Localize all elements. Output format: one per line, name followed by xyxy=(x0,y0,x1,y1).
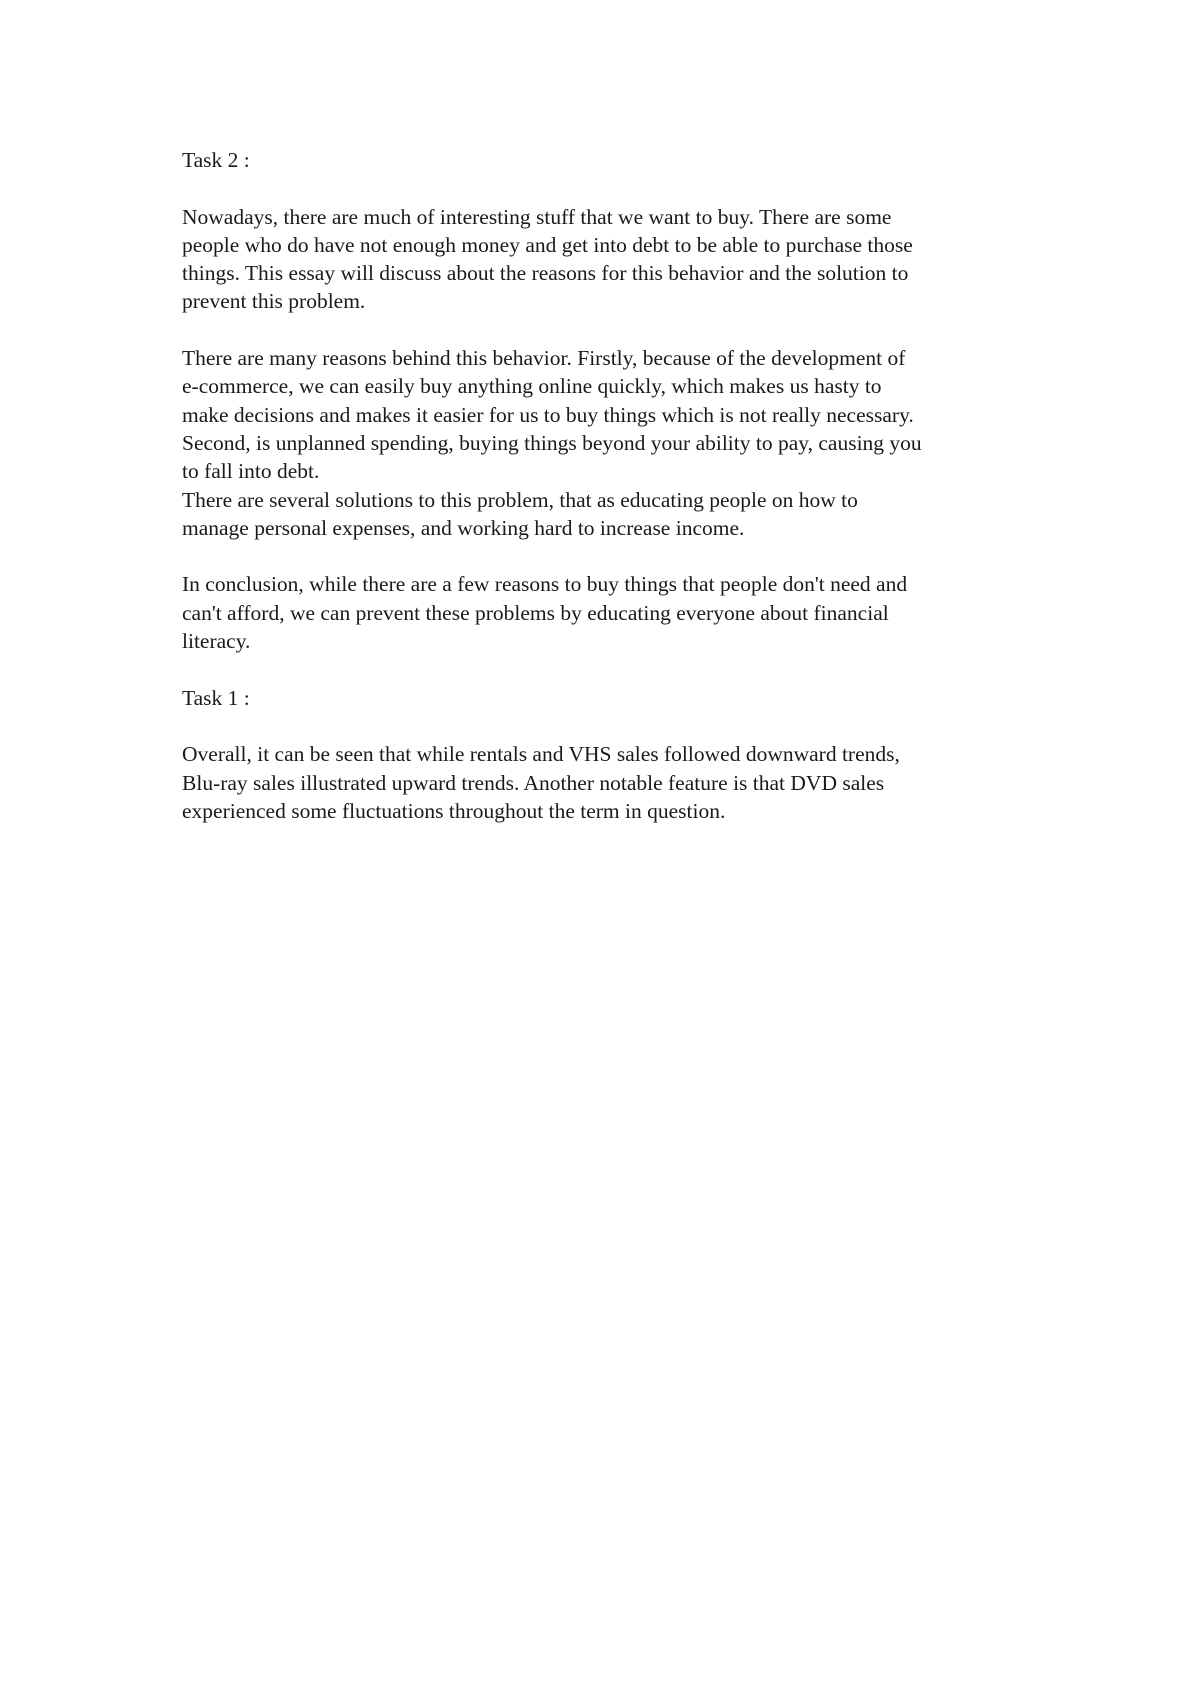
task1-overview-paragraph: Overall, it can be seen that while rentals and VHS sales followed downward trends, Blu-ray sales illustrated upward trends. Another notable feature is that DVD sales experienced some fluctuations throughout the term in question. xyxy=(182,742,900,823)
paragraph-spacer xyxy=(182,174,1042,202)
document-body xyxy=(182,146,1042,825)
task2-solutions-paragraph: There are several solutions to this problem, that as educating people on how to manage personal expenses, and working hard to increase income. xyxy=(182,487,858,540)
task2-reasons-paragraph: There are many reasons behind this behavior. Firstly, because of the development of e-commerce, we can easily buy anything online quickly, which makes us hasty to make decisions and makes it easier for us to buy things which is not really necessary. Second, is unplanned spending, buying things beyond your ability to pay, causing you to fall into debt. xyxy=(182,346,922,484)
task1-heading: Task 1 : xyxy=(182,685,250,710)
paragraph-spacer xyxy=(182,542,1042,570)
paragraph-spacer xyxy=(182,316,1042,344)
paragraph-spacer xyxy=(182,712,1042,740)
task2-intro-paragraph: Nowadays, there are much of interesting stuff that we want to buy. There are some people who do have not enough money and get into debt to be able to purchase those things. This essay will discuss about the reasons for this behavior and the solution to prevent this problem. xyxy=(182,204,913,314)
task2-conclusion-paragraph: In conclusion, while there are a few reasons to buy things that people don't need and can't afford, we can prevent these problems by educating everyone about financial literacy. xyxy=(182,572,908,654)
task2-heading: Task 2 : xyxy=(182,148,250,172)
paragraph-spacer xyxy=(182,655,1042,683)
